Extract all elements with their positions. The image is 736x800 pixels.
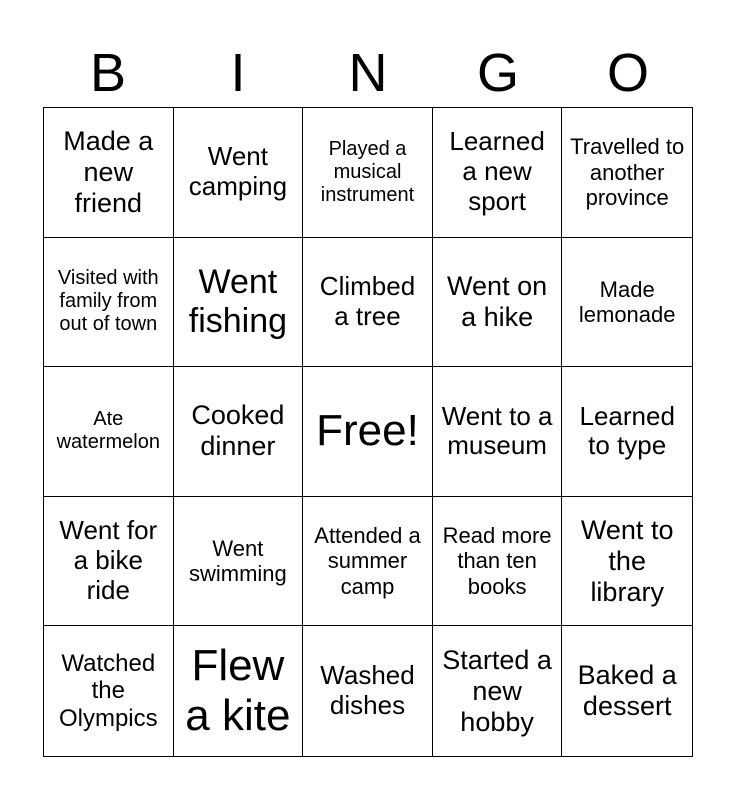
bingo-board (43, 107, 693, 757)
bingo-cell-g2[interactable]: Went on a hike (433, 238, 563, 368)
header-letter-n: N (348, 43, 388, 103)
header-letter-b: B (89, 43, 127, 103)
bingo-cell-o5[interactable]: Baked a dessert (577, 660, 677, 722)
bingo-cell-i3[interactable]: Cooked dinner (174, 367, 304, 497)
bingo-cell-i4[interactable]: Went swimming (174, 497, 304, 627)
bingo-cell-o2[interactable]: Made lemonade (562, 238, 692, 368)
bingo-cell-o1[interactable]: Travelled to another province (562, 108, 692, 238)
bingo-cell-b2[interactable]: Visited with family from out of town (44, 238, 174, 368)
bingo-cell-i1[interactable]: Went camping (174, 108, 304, 238)
bingo-cell-b5[interactable]: Watched the Olympics (44, 626, 174, 756)
bingo-cell-i2[interactable]: Went fishing (174, 238, 304, 368)
bingo-cell-o3[interactable]: Learned to type (562, 367, 692, 497)
bingo-cell-g3[interactable]: Went to a museum (433, 367, 563, 497)
bingo-cell-g4[interactable]: Read more than ten books (433, 497, 563, 627)
bingo-header (43, 40, 693, 106)
bingo-cell-n2[interactable]: Climbed a tree (303, 238, 433, 368)
bingo-cell-b4[interactable]: Went for a bike ride (44, 497, 174, 627)
header-letter-o: O (606, 43, 649, 103)
header-letter-g: G (476, 43, 519, 103)
bingo-cell-g5[interactable]: Started a new hobby (433, 626, 563, 756)
bingo-cell-i5[interactable]: Flew a kite (174, 626, 304, 756)
bingo-cell-n5[interactable]: Washed dishes (303, 626, 433, 756)
bingo-cell-n1[interactable]: Played a musical instrument (303, 108, 433, 238)
header-letter-i: I (230, 43, 246, 103)
bingo-cell-g1[interactable]: Learned a new sport (433, 108, 563, 238)
bingo-cell-free[interactable]: Free! (303, 367, 433, 497)
bingo-cell-b1[interactable]: Made a new friend (44, 108, 174, 238)
bingo-cell-b3[interactable]: Ate watermelon (44, 367, 174, 497)
bingo-cell-o4[interactable]: Went to the library (562, 497, 692, 627)
bingo-cell-n4[interactable]: Attended a summer camp (303, 497, 433, 627)
